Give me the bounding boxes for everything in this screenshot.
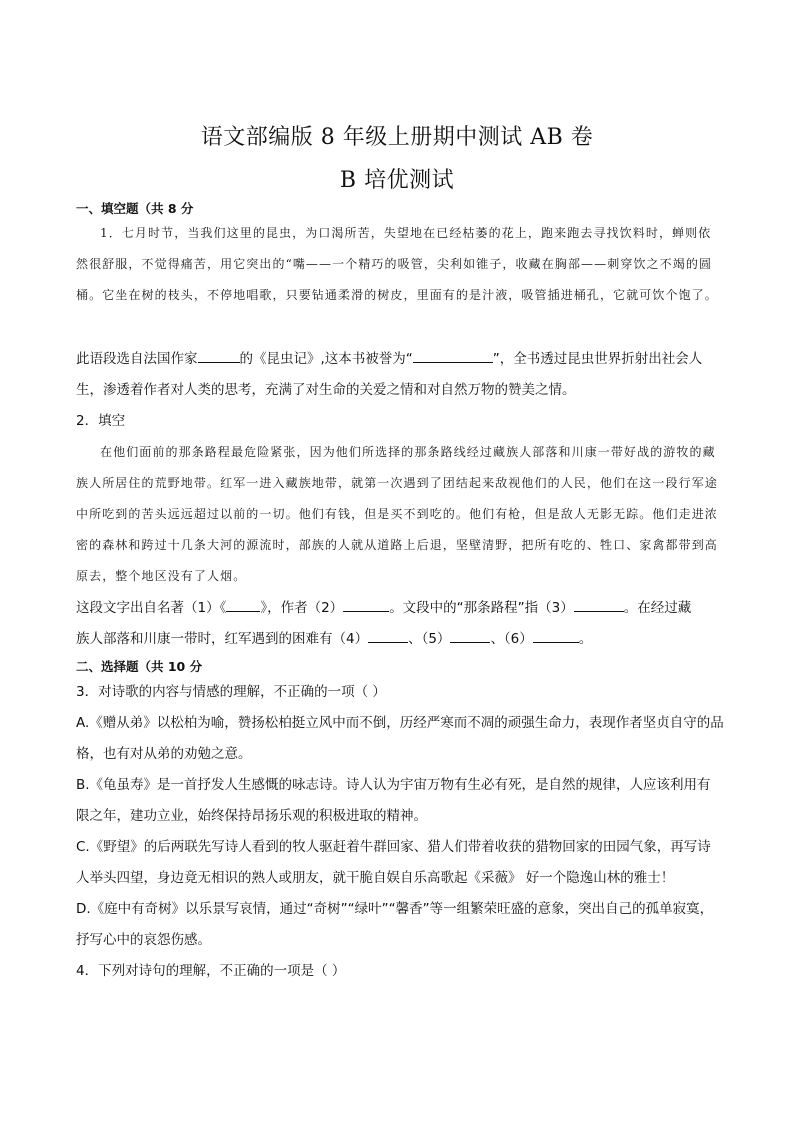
question-3-option-a[interactable]: A.《赠从弟》以松柏为喻，赞扬松柏挺立风中而不倒，历经严寒而不凋的顽强生命力，表现作者坚贞自守的品格，也有对从弟的劝勉之意。 xyxy=(76,715,724,762)
question-2-label: 2．填空 xyxy=(76,413,126,429)
q2-blank-4[interactable] xyxy=(368,628,408,643)
question-3-option-c[interactable]: C.《野望》的后两联先写诗人看到的牧人驱赶着牛群回家、猎人们带着收获的猎物回家的田园气象，再写诗人举头四望，身边竟无相识的熟人或朋友，就干脆自娱自乐高歌起《采薇》 好一个隐逸山林的雅士！ xyxy=(76,839,711,886)
q1-text-4: 生，渗透着作者对人类的思考，充满了对生命的关爱之情和对自然万物的赞美之情。 xyxy=(76,382,576,398)
q2-blank-1[interactable] xyxy=(226,597,260,612)
section-heading-multiple-choice: 二、选择题（共 10 分 xyxy=(76,659,203,674)
question-1-passage: 1．七月时节，当我们这里的昆虫，为口渴所苦，失望地在已经枯萎的花上，跑来跑去寻找饮料时，蝉则依然很舒服，不觉得痛苦，用它突出的“嘴——一个精巧的吸管，尖利如锥子，收藏在胸部——刺穿饮之不竭的圆桶。它坐在树的枝头，不停地唱歌，只要钻通柔滑的树皮，里面有的是汁液，吸管插进桶孔，它就可饮个饱了。 xyxy=(76,226,718,302)
page-title: 语文部编版 8 年级上册期中测试 AB 卷 xyxy=(200,125,594,150)
q1-blank-author[interactable] xyxy=(198,348,240,363)
section-heading-fill-blank: 一、填空题（共 8 分 xyxy=(76,201,194,216)
question-1-prompt xyxy=(76,344,724,406)
q2-blank-2[interactable] xyxy=(343,597,389,612)
q1-text-3: ”，全书透过昆虫世界折射出社会人 xyxy=(492,351,703,367)
question-2-prompt xyxy=(76,593,724,655)
q2-text-g: 、（6） xyxy=(490,631,533,647)
q1-text-1: 此语段选自法国作家 xyxy=(76,351,198,367)
question-3-option-d[interactable]: D.《庭中有奇树》以乐景写哀情，通过“奇树”“绿叶”“馨香”等一组繁荣旺盛的意象，突出自己的孤单寂寞，抒写心中的哀怨伤感。 xyxy=(76,901,714,948)
question-2-passage: 在他们面前的那条路程最危险紧张，因为他们所选择的那条路线经过藏族人部落和川康一带好战的游牧的藏族人所居住的荒野地带。红军一进入藏族地带，就第一次遇到了团结起来敌视他们的人民，他们在这一段行军途中所吃到的苦头远远超过以前的一切。他们有钱，但是买不到吃的。他们有枪，但是敌人无影无踪。他们走进浓密的森林和跨过十几条大河的源流时，部族的人就从道路上后退，坚壁清野，把所有吃的、牲口、家禽都带到高原去，整个地区没有了人烟。 xyxy=(76,445,718,583)
q2-text-d: 。在经过藏 xyxy=(623,600,692,616)
q2-text-h: 。 xyxy=(578,631,593,647)
q2-text-e: 族人部落和川康一带时，红军遇到的困难有（4） xyxy=(76,631,369,647)
q1-text-2: 的《昆虫记》,这本书被誉为“ xyxy=(239,351,413,367)
q2-blank-5[interactable] xyxy=(450,628,490,643)
q2-text-b: 》，作者（2） xyxy=(260,600,344,616)
question-4-stem: 4．下列对诗句的理解，不正确的一项是（ ） xyxy=(76,963,346,979)
q2-text-c: 。文段中的“那条路程”指（3） xyxy=(389,600,574,616)
page-subtitle: B 培优测试 xyxy=(339,168,455,193)
q2-blank-6[interactable] xyxy=(533,628,579,643)
question-3-option-b[interactable]: B.《龟虽寿》是一首抒发人生感慨的咏志诗。诗人认为宇宙万物有生必有死，是自然的规律，人应该利用有限之年，建功立业，始终保持昂扬乐观的积极进取的精神。 xyxy=(76,777,711,824)
question-3-stem: 3．对诗歌的内容与情感的理解，不正确的一项（ ） xyxy=(76,684,386,700)
q1-blank-reputation[interactable] xyxy=(413,348,493,363)
q2-text-a: 这段文字出自名著（1）《 xyxy=(76,600,227,616)
q2-blank-3[interactable] xyxy=(574,597,624,612)
q2-text-f: 、（5） xyxy=(408,631,451,647)
